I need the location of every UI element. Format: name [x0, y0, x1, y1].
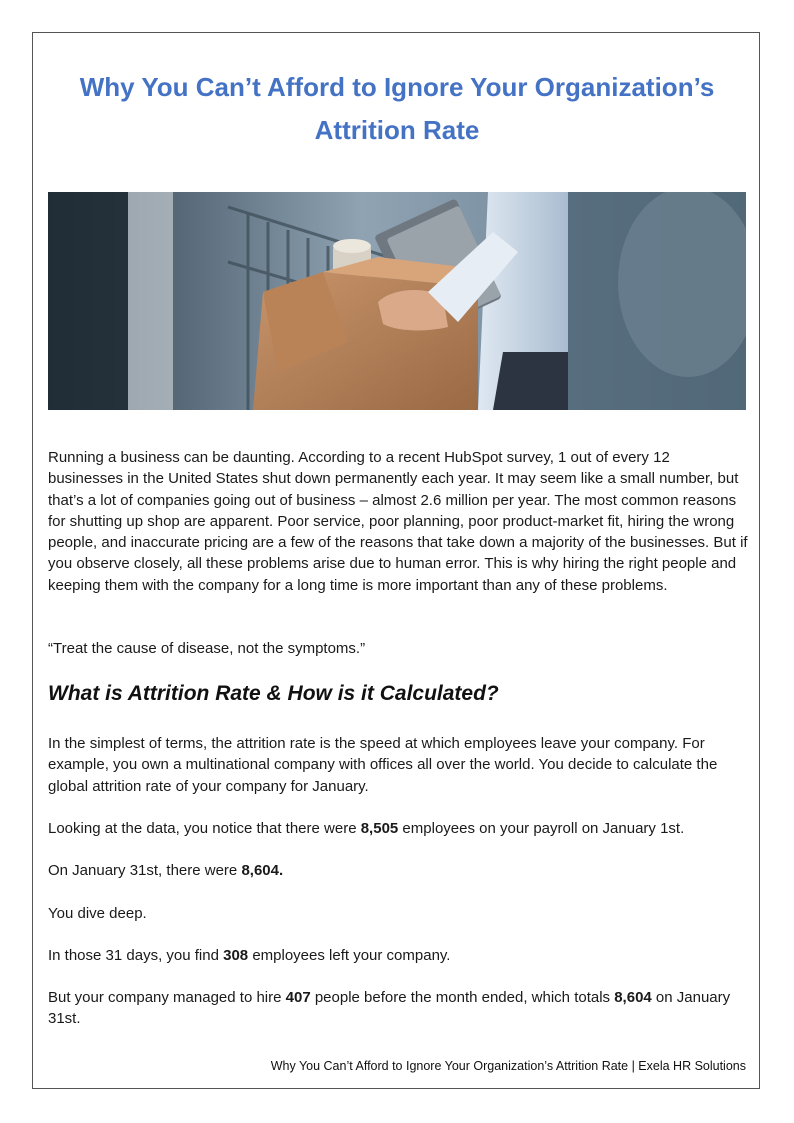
quote: “Treat the cause of disease, not the symptoms.”	[48, 640, 366, 657]
payroll-text-before: Looking at the data, you notice that there were	[48, 820, 361, 837]
hired-value: 407	[285, 989, 311, 1006]
hired-text-after: on January 31st.	[48, 989, 731, 1028]
left-text-before: In those 31 days, you find	[48, 947, 224, 964]
hired-paragraph	[48, 987, 748, 1030]
jan31-text-before: On January 31st, there were	[48, 862, 242, 879]
hero-image	[48, 192, 746, 410]
intro-paragraph: Running a business can be daunting. According to a recent HubSpot survey, 1 out of every 12 businesses in the United States shut down permanently each year. It may seem like a small number, but that’s a lot of companies going out of business – almost 2.6 million per year. The most common reasons for shutting up shop are apparent. Poor service, poor planning, poor product-market fit, hiring the wrong people, and inaccurate pricing are a few of the reasons that take down a majority of the businesses. But if you observe closely, all these problems arise due to human error. This is why hiring the right people and keeping them with the company for a long time is more important than any of these problems.	[48, 449, 748, 594]
page-footer: Why You Can’t Afford to Ignore Your Organization’s Attrition Rate | Exela HR Solutions	[270, 1059, 746, 1073]
page-title: Why You Can’t Afford to Ignore Your Organization’s Attrition Rate	[79, 72, 715, 145]
payroll-value: 8,505	[360, 820, 399, 837]
dive-paragraph: You dive deep.	[48, 905, 147, 922]
definition-paragraph: In the simplest of terms, the attrition rate is the speed at which employees leave your company. For example, you own a multinational company with offices all over the world. You decide to calculate the global attrition rate of your company for January.	[48, 735, 718, 795]
left-text-after: employees left your company.	[248, 947, 451, 964]
jan31-paragraph	[48, 860, 748, 881]
left-paragraph	[48, 945, 748, 966]
hired-text-middle: people before the month ended, which totals	[310, 989, 615, 1006]
hired-text-before: But your company managed to hire	[48, 989, 286, 1006]
hired-total: 8,604	[614, 989, 652, 1006]
payroll-text-after: employees on your payroll on January 1st.	[398, 820, 685, 837]
jan31-value: 8,604.	[241, 862, 284, 879]
left-value: 308	[223, 947, 249, 964]
section-heading: What is Attrition Rate & How is it Calculated?	[48, 682, 499, 705]
payroll-paragraph	[48, 818, 748, 839]
